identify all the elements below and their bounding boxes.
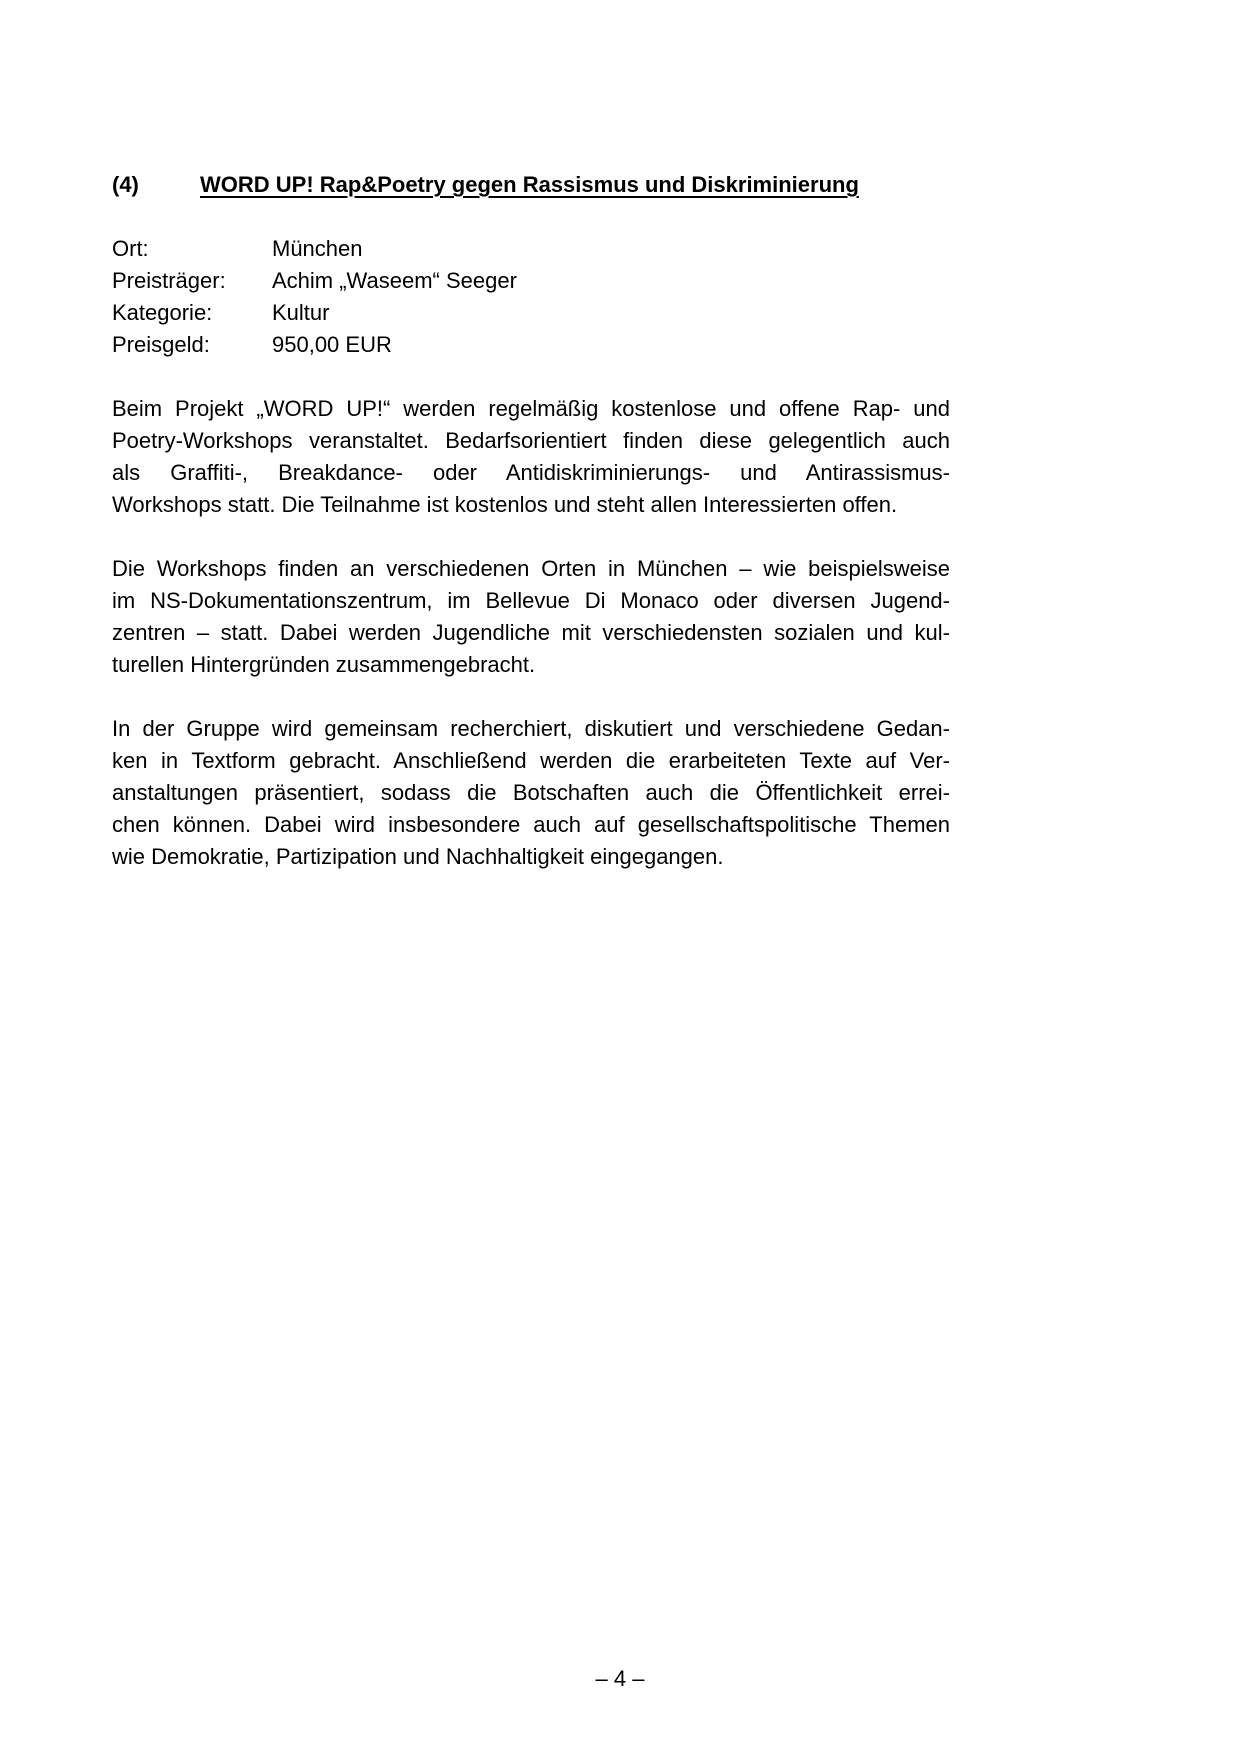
detail-value-preistraeger: Achim „Waseem“ Seeger bbox=[272, 268, 517, 293]
detail-row-ort bbox=[112, 233, 950, 265]
footer-page-number: – 4 – bbox=[595, 1666, 645, 1691]
paragraph-line: als Graffiti-, Breakdance- oder Antidiskriminierungs- und Antirassismus- bbox=[112, 460, 950, 485]
paragraph-2 bbox=[112, 553, 950, 681]
document-content bbox=[112, 169, 950, 873]
paragraph-line: Die Workshops finden an verschiedenen Orten in München – wie beispielsweise bbox=[112, 556, 950, 581]
paragraph-line: wie Demokratie, Partizipation und Nachhaltigkeit eingegangen. bbox=[112, 844, 724, 869]
detail-row-kategorie bbox=[112, 297, 950, 329]
detail-row-preistraeger bbox=[112, 265, 950, 297]
paragraph-line: anstaltungen präsentiert, sodass die Botschaften auch die Öffentlichkeit errei- bbox=[112, 780, 950, 805]
detail-label-preistraeger: Preisträger: bbox=[112, 268, 226, 293]
paragraph-line: ken in Textform gebracht. Anschließend werden die erarbeiteten Texte auf Ver- bbox=[112, 748, 950, 773]
detail-label-ort: Ort: bbox=[112, 236, 149, 261]
detail-value-ort: München bbox=[272, 236, 363, 261]
paragraph-line: turellen Hintergründen zusammengebracht. bbox=[112, 652, 536, 677]
detail-value-kategorie: Kultur bbox=[272, 300, 330, 325]
detail-label-preisgeld: Preisgeld: bbox=[112, 332, 210, 357]
paragraph-line: Poetry-Workshops veranstaltet. Bedarfsorientiert finden diese gelegentlich auch bbox=[112, 428, 950, 453]
details-block bbox=[112, 233, 950, 361]
section-title: WORD UP! Rap&Poetry gegen Rassismus und Diskriminierung bbox=[200, 172, 859, 197]
section-number: (4) bbox=[112, 172, 139, 197]
paragraph-1 bbox=[112, 393, 950, 521]
paragraph-line: zentren – statt. Dabei werden Jugendliche mit verschiedensten sozialen und kul- bbox=[112, 620, 950, 645]
section-heading bbox=[112, 169, 950, 201]
paragraph-line: chen können. Dabei wird insbesondere auch auf gesellschaftspolitische Themen bbox=[112, 812, 950, 837]
paragraph-line: Beim Projekt „WORD UP!“ werden regelmäßig kostenlose und offene Rap- und bbox=[112, 396, 950, 421]
page-footer bbox=[0, 1663, 1240, 1695]
paragraph-3 bbox=[112, 713, 950, 873]
paragraph-line: im NS-Dokumentationszentrum, im Bellevue Di Monaco oder diversen Jugend- bbox=[112, 588, 950, 613]
detail-label-kategorie: Kategorie: bbox=[112, 300, 213, 325]
detail-row-preisgeld bbox=[112, 329, 950, 361]
detail-value-preisgeld: 950,00 EUR bbox=[272, 332, 392, 357]
paragraph-line: Workshops statt. Die Teilnahme ist kostenlos und steht allen Interessierten offen. bbox=[112, 492, 898, 517]
paragraph-line: In der Gruppe wird gemeinsam recherchiert, diskutiert und verschiedene Gedan- bbox=[112, 716, 950, 741]
